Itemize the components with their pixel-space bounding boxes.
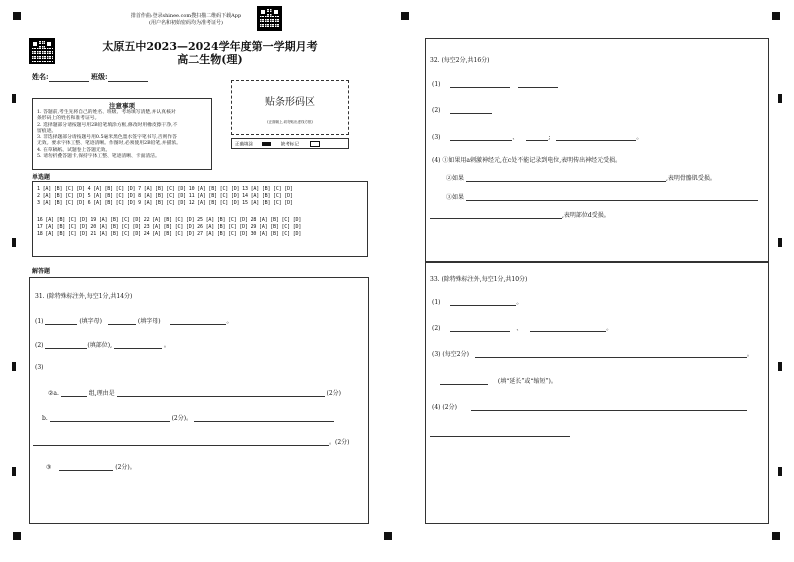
- q31-l4-label: ②a.: [48, 390, 59, 397]
- q31-line2: [35, 340, 170, 349]
- answer-blank[interactable]: [45, 317, 77, 325]
- mc-row[interactable]: 17 [A] [B] [C] [D] 20 [A] [B] [C] [D] 23 [A] [B] [C] [D] 26 [A] [B] [C] [D] 29 [A] [B] [C] [D]: [37, 224, 302, 230]
- mc-row[interactable]: 2 [A] [B] [C] [D] 5 [A] [B] [C] [D] 8 [A] [B] [C] [D] 11 [A] [B] [C] [D] 14 [A] [B] [C] [D]: [37, 193, 293, 199]
- corner-mark: [772, 532, 780, 540]
- notes-item: 2. 选择题部分请按题号用2B铅笔填涂方框,修改时用橡皮擦干净,不: [37, 122, 178, 128]
- q31-head: 31. (除特殊标注外,每空1分,共14分): [35, 293, 133, 300]
- q33-line4: [440, 376, 557, 385]
- q32-line5: [446, 173, 716, 182]
- notes-item: 留痕迹。: [37, 128, 57, 134]
- answer-blank[interactable]: [466, 193, 758, 201]
- corner-mark: [13, 532, 21, 540]
- mc-section-title: 单选题: [32, 174, 51, 181]
- answer-blank[interactable]: [50, 414, 170, 422]
- q32-line1: [432, 80, 558, 88]
- q33-l5-label: (4) (2分): [432, 404, 457, 411]
- q31-l5-label: b.: [42, 415, 48, 422]
- q33-line3: [432, 349, 753, 358]
- q32-l3-end: 。: [636, 134, 643, 141]
- q32-line3: [432, 132, 642, 141]
- answer-blank[interactable]: [450, 106, 492, 114]
- correct-fill-label: 正确填涂: [235, 142, 253, 148]
- answer-blank[interactable]: [450, 80, 510, 88]
- class-field[interactable]: [108, 74, 148, 82]
- q31-l4-score: (2分): [326, 390, 341, 397]
- corner-mark: [384, 532, 392, 540]
- answer-blank[interactable]: [466, 174, 666, 182]
- q33-l1-label: (1): [432, 299, 441, 306]
- timing-mark: [12, 467, 16, 476]
- q33-l2-end: 。: [606, 325, 613, 332]
- q32-l3-sep: 、: [512, 134, 519, 141]
- q33-line5: [432, 402, 747, 411]
- notes-title: 注意事项: [109, 102, 135, 110]
- q33-l2-sep: 、: [516, 325, 523, 332]
- q33-l3-label: (3) (每空2分): [432, 351, 469, 358]
- q33-l1-end: 。: [516, 299, 523, 306]
- answer-blank[interactable]: [450, 324, 510, 332]
- barcode-area: [231, 80, 349, 135]
- answer-blank[interactable]: [430, 429, 570, 437]
- answer-blank[interactable]: [61, 389, 87, 397]
- q31-l7-score: (2分)。: [115, 464, 136, 471]
- q31-l2-end: 。: [163, 342, 170, 349]
- q33-head: 33. (除特殊标注外,每空1分,共10分): [430, 276, 528, 283]
- answer-blank[interactable]: [556, 133, 636, 141]
- q32-line7: [430, 210, 610, 219]
- answer-blank[interactable]: [59, 463, 113, 471]
- answer-blank[interactable]: [33, 438, 329, 446]
- q32-line2: [432, 106, 492, 114]
- q32-l6-label: ③如果: [446, 194, 465, 201]
- q32-head: 32. (每空2分,共16分): [430, 57, 490, 64]
- notes-item: 无效。要求字体工整、笔迹清晰。作图时,必须使用2B铅笔,并描浓。: [37, 141, 181, 147]
- q32-l3-label: (3): [432, 134, 441, 141]
- name-label: 姓名:: [32, 72, 49, 81]
- page-title: 太原五中2023—2024学年度第一学期月考: [102, 40, 318, 53]
- q31-l6-end: 。(2分): [329, 439, 350, 446]
- corner-mark: [401, 12, 409, 20]
- class-label: 班级:: [91, 72, 108, 81]
- q32-line6: [446, 192, 758, 201]
- q32-l5-end: ,表明骨骼肌受损。: [665, 175, 716, 182]
- q31-panel: [29, 277, 369, 524]
- app-tip-line1: 排首作曲:登录shinee.com搜扫描二维码下载App: [130, 13, 242, 19]
- q31-l1-hint2: (填字母): [137, 318, 161, 325]
- notes-item: 5. 请勿折叠答题卡,保持字体工整、笔迹清晰、卡面清洁。: [37, 154, 160, 160]
- timing-mark: [12, 362, 16, 371]
- answer-blank[interactable]: [518, 80, 558, 88]
- q31-l5-score: (2分)。: [171, 415, 193, 422]
- mc-row[interactable]: 1 [A] [B] [C] [D] 4 [A] [B] [C] [D] 7 [A] [B] [C] [D] 10 [A] [B] [C] [D] 13 [A] [B] [C] [D]: [37, 186, 293, 192]
- q33-l3-end: 。: [746, 351, 753, 358]
- q32-line4: (4) ①如果用a刺激神经元,在c处不能记录到电位,表明传出神经元受损。: [432, 157, 622, 164]
- qr-code-icon: [29, 38, 55, 64]
- q31-l1-hint: (填字母): [79, 318, 103, 325]
- q31-l2-label: (2): [35, 342, 44, 349]
- answer-blank[interactable]: [526, 133, 551, 141]
- answer-blank[interactable]: [450, 133, 512, 141]
- answer-blank[interactable]: [471, 403, 747, 411]
- answer-blank[interactable]: [170, 317, 226, 325]
- answer-blank[interactable]: [45, 341, 87, 349]
- page-subtitle: 高二生物(理): [177, 53, 243, 66]
- mc-grid: [32, 181, 368, 257]
- q31-l1-label: (1): [35, 318, 44, 325]
- barcode-note: (正面朝上,切勿贴出虚线方框): [267, 120, 313, 124]
- mc-row[interactable]: 18 [A] [B] [C] [D] 21 [A] [B] [C] [D] 24 [A] [B] [C] [D] 27 [A] [B] [C] [D] 30 [A] [B] [C] [D]: [37, 231, 302, 237]
- q32-l7-end: ,表明部位d受损。: [562, 212, 610, 219]
- corner-mark: [13, 12, 21, 20]
- notes-item: 4. 在草稿纸、试题卷上答题无效。: [37, 147, 111, 153]
- q31-line5: [42, 413, 334, 422]
- absent-checkbox[interactable]: [310, 141, 320, 147]
- q31-l4-hint: 组,理由是: [88, 390, 115, 397]
- q31-l2-hint: (填部位),: [87, 342, 113, 349]
- answer-blank[interactable]: [114, 341, 162, 349]
- timing-mark: [778, 467, 782, 476]
- q31-line6: [33, 437, 350, 446]
- q33-line1: [432, 297, 522, 306]
- q33-l2-label: (2): [432, 325, 441, 332]
- q32-panel: [425, 38, 769, 262]
- timing-mark: [778, 94, 782, 103]
- student-info: [32, 72, 148, 82]
- q32-l3-sep2: ;: [548, 134, 551, 141]
- barcode-label: 贴条形码区: [265, 97, 315, 108]
- qr-code-icon: [257, 6, 282, 31]
- q33-line2: [432, 323, 612, 332]
- q31-l1-end: 。: [226, 318, 233, 325]
- timing-mark: [12, 238, 16, 247]
- q31-line4: [48, 388, 341, 397]
- absent-label: 缺考标记: [280, 142, 299, 148]
- answer-blank[interactable]: [117, 389, 325, 397]
- q33-l4-hint: (填“延长”或“缩短”)。: [497, 378, 557, 385]
- q31-l7-label: ③: [46, 464, 52, 471]
- notes-box: [32, 98, 212, 170]
- q33-line6: [430, 429, 570, 437]
- q32-l5-label: ②如果: [446, 175, 465, 182]
- answer-blank[interactable]: [108, 317, 136, 325]
- corner-mark: [772, 12, 780, 20]
- mc-row[interactable]: 3 [A] [B] [C] [D] 6 [A] [B] [C] [D] 9 [A] [B] [C] [D] 12 [A] [B] [C] [D] 15 [A] [B] [C] [D]: [37, 200, 293, 206]
- q31-line7: [46, 462, 136, 471]
- q31-line3: (3): [35, 364, 44, 371]
- answer-blank[interactable]: [530, 324, 606, 332]
- q31-line1: [35, 316, 233, 325]
- timing-mark: [778, 362, 782, 371]
- answer-blank[interactable]: [194, 414, 334, 422]
- name-field[interactable]: [49, 74, 89, 82]
- app-tip: [116, 12, 256, 26]
- answer-blank[interactable]: [430, 211, 562, 219]
- answer-blank[interactable]: [440, 377, 488, 385]
- notes-list: [37, 110, 207, 160]
- q32-l1-label: (1): [432, 81, 441, 88]
- timing-mark: [12, 94, 16, 103]
- fill-example-box: [231, 138, 349, 149]
- notes-item: 3. 非选择题部分请按题号用0.5毫米黑色墨水签字笔书写,否则作答: [37, 135, 177, 141]
- notes-item: 1. 答题前,考生先将自己的姓名、班级、考场填写清楚,并认真核对: [37, 110, 176, 115]
- notes-item: 条形码上的姓名和准考证号。: [37, 116, 100, 122]
- mc-row[interactable]: 16 [A] [B] [C] [D] 19 [A] [B] [C] [D] 22 [A] [B] [C] [D] 25 [A] [B] [C] [D] 28 [A] [B] [C] [D]: [37, 217, 302, 223]
- timing-mark: [778, 238, 782, 247]
- q32-l2-label: (2): [432, 107, 441, 114]
- filled-mark-icon: [262, 142, 271, 146]
- answer-blank[interactable]: [475, 350, 747, 358]
- answer-blank[interactable]: [450, 298, 516, 306]
- answers-section-title: 解答题: [32, 268, 51, 275]
- app-tip-line2: (用户名和初始密码均为准考证号): [149, 20, 223, 26]
